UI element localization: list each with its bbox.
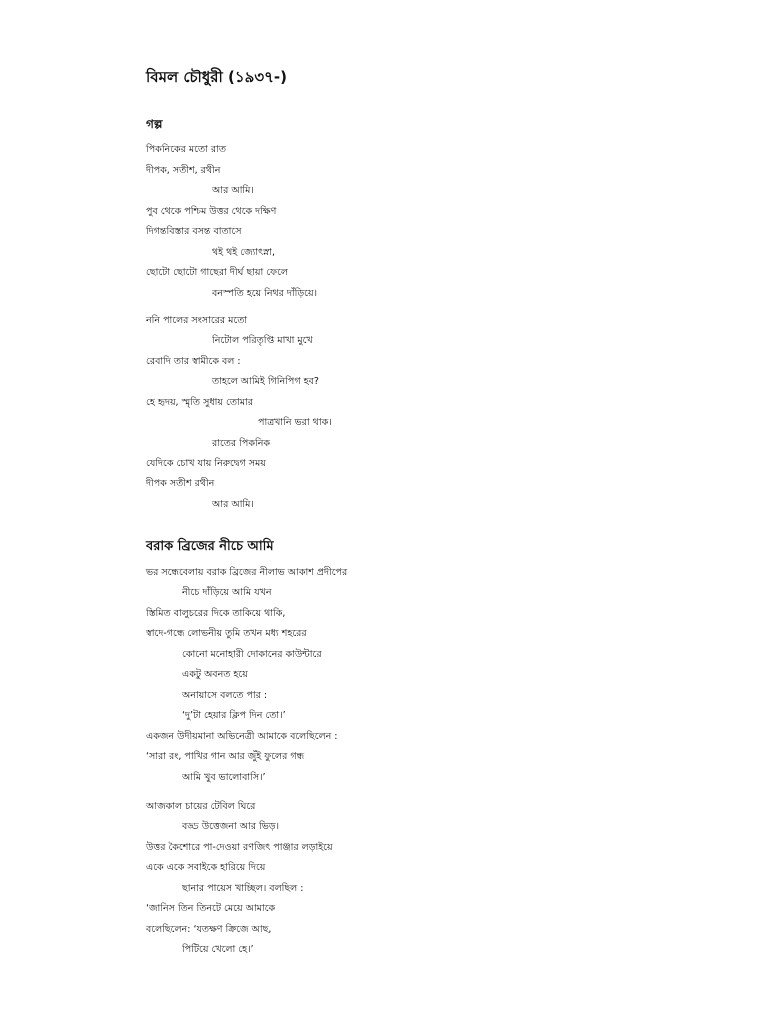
poem-line: ‘দু’টা হেয়ার ক্লিপ দিন তো।’ <box>182 710 286 721</box>
poem-line: আর আমি। <box>212 499 254 510</box>
poem-line: অনায়াসে বলতে পার : <box>182 690 268 701</box>
poem-line: ‘সারা রং, পাখির গান আর জুঁই ফুলের গন্ধ <box>146 751 305 762</box>
poem-line: একে একে সবাইকে হারিয়ে দিয়ে <box>146 862 266 873</box>
poem-line: ছানার পায়েস খাচ্ছিল। বলছিল : <box>182 883 304 894</box>
poem-line: ননি পালের সংসারের মতো <box>146 315 248 326</box>
poem-line: ছোটো ছোটো গাছেরা দীর্ঘ ছায়া ফেলে <box>146 267 288 278</box>
poem-line: পিকনিকের মতো রাত <box>146 144 227 155</box>
poem-line: ভর সন্ধেবেলায় বরাক ব্রিজের নীলাভ আকাশ প্রদীপের <box>146 567 348 578</box>
poem-line: তাহলে আমিই গিনিপিগ হব? <box>212 376 319 387</box>
poem-line: দীপক, সতীশ, রথীন <box>146 165 221 176</box>
poem-line: যেদিকে চোখ যায় নিরুদ্বেগ সময় <box>146 458 266 469</box>
poem-line: স্তিমিত বালুচরের দিকে তাকিয়ে থাকি, <box>146 608 286 619</box>
poem-line: আজকাল চায়ের টেবিল ঘিরে <box>146 801 256 812</box>
poem-line: আর আমি। <box>212 185 254 196</box>
section-heading: গল্প <box>146 117 163 131</box>
poem-line: পাত্রখানি ভরা থাক। <box>258 417 332 428</box>
poem-line: কোনো মনোহারী দোকানের কাউন্টারে <box>182 649 322 660</box>
poem-line: রাতের পিকনিক <box>212 438 271 449</box>
poem-line: একজন উদীয়মানা অভিনেত্রী আমাকে বলেছিলেন : <box>146 731 338 742</box>
poem-line: উত্তর কৈশোরে পা-দেওয়া রণজিৎ পাঞ্জার লড়াইয়ে <box>146 842 333 853</box>
poem-2-title: বরাক ব্রিজের নীচে আমি <box>146 539 274 554</box>
poem-line: নিটোল পরিতৃপ্তি মাখা মুখে <box>212 335 313 346</box>
poem-line: দীপক সতীশ রথীন <box>146 478 215 489</box>
poem-line: হে হৃদয়, স্মৃতি সুধায় তোমার <box>146 397 254 408</box>
poem-line: স্বাদে-গন্ধে লোভনীয় তুমি তখন মধ্য শহরের <box>146 628 307 639</box>
poem-line: পিটিয়ে খেলো হে।’ <box>182 944 254 955</box>
poem-line: ‘জানিস তিন তিনটে মেয়ে আমাকে <box>146 903 276 914</box>
poem-line: আমি খুব ভালোবাসি।’ <box>182 772 266 783</box>
poem-line: রেবাদি তার স্বামীকে বল : <box>146 356 241 367</box>
poem-line: নীচে দাঁড়িয়ে আমি যখন <box>182 587 272 598</box>
poem-line: একটু অবনত হয়ে <box>182 669 248 680</box>
poem-line: বনস্পতি হয়ে নিথর দাঁড়িয়ে। <box>212 288 317 299</box>
poem-line: থই থই জ্যোৎস্না, <box>212 247 275 258</box>
author-heading: বিমল চৌধুরী (১৯৩৭-) <box>146 68 287 86</box>
poem-line: পুব থেকে পশ্চিম উত্তর থেকে দক্ষিণ <box>146 206 277 217</box>
poem-line: বলেছিলেন: ‘যতক্ষণ ক্রিজে আছ, <box>146 924 272 935</box>
poem-line: বড্ড উত্তেজনা আর ভিড়। <box>182 821 280 832</box>
poem-line: দিগন্তবিস্তার বসন্ত বাতাসে <box>146 226 242 237</box>
